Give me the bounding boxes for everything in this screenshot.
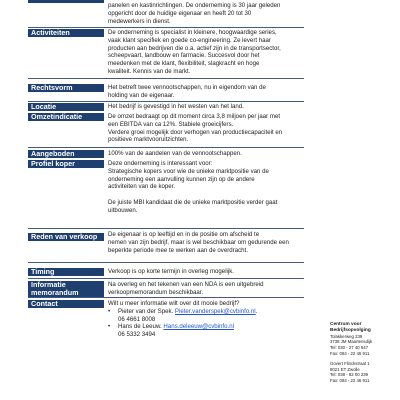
divider: [28, 262, 304, 263]
divider: [28, 297, 304, 298]
email-link[interactable]: Pieter.vanderspek@cvbinfo.nl: [174, 307, 256, 315]
text-line: De eigenaar is op leeftijd en in de positie om afscheid te: [108, 231, 260, 238]
section-activiteiten-text: [108, 29, 304, 76]
contact-person-1: [108, 308, 304, 316]
address-line: 8021 ET Zwolle: [330, 366, 360, 372]
text-line: Deze onderneming is interessant voor:: [108, 160, 213, 167]
text-line: Verdere groei mogelijk door verhogen van productiecapaciteit en: [108, 128, 283, 136]
section-label-profiel-koper: Profiel koper: [28, 160, 104, 168]
blank-line: [108, 191, 304, 199]
section-timing-text: [108, 268, 304, 276]
text-line: Strategische kopers voor wie de unieke marktpositie van de: [108, 167, 269, 175]
section-contact-text: [108, 300, 304, 339]
text-line: vaak klant specifiek en goede co-engineering. Ze levert haar: [108, 36, 271, 44]
text-line: medewerkers in dienst.: [108, 17, 171, 25]
section-label-informatie-memorandum: Informatie memorandum: [28, 281, 104, 297]
section-omzetindicatie-text: [108, 113, 304, 144]
text-line: scheepvaart, landbouw en farmacie. Succesvol door het: [108, 52, 260, 60]
divider: [28, 147, 304, 148]
section-label-reden-van-verkoop: Reden van verkoop: [28, 233, 104, 241]
section-label-activiteiten: Activiteiten: [28, 29, 104, 37]
section-aangeboden-text: [108, 150, 304, 158]
text-line: positieve marktvooruitzichten.: [108, 136, 189, 144]
text-line: De onderneming is specialist in kleinere, hoogwaardige series,: [108, 29, 277, 36]
text-line: De juiste MBI kandidaat die de unieke marktpositie verder gaat: [108, 198, 278, 206]
text-line: beperkte periode mee te werken aan de overdracht.: [108, 246, 248, 254]
text-line: activiteiten van de koper.: [108, 183, 176, 191]
bullet-icon: •: [108, 323, 111, 331]
section-label-onderneming: [28, 0, 104, 3]
contact-person-2: [108, 323, 304, 331]
phone-line: Tel: 030 - 27 40 647: [330, 345, 368, 351]
section-label-omzetindicatie: Omzetindicatie: [28, 113, 104, 121]
divider: [28, 228, 304, 229]
fax-line: Fax: 084 - 22 46 911: [330, 350, 370, 356]
text-line: uitbouwen.: [108, 206, 138, 214]
text-line: Het betreft twee vennootschappen, nu in eigendom van de: [108, 84, 266, 91]
email-link[interactable]: Hans.deleeuw@cvbinfo.nl: [163, 323, 234, 331]
contact-punct: .: [255, 307, 258, 315]
section-informatie-memorandum-text: [108, 281, 304, 297]
divider: [28, 78, 304, 79]
contact-name: Hans de Leeuw.: [118, 323, 164, 331]
section-rechtsvorm-text: [108, 84, 304, 100]
contact-intro: Wilt u meer informatie wilt over dit mooie bedrijf?: [108, 300, 240, 307]
text-line: kwaliteit. Kennis van de markt.: [108, 67, 191, 75]
text-line: Na overleg en het tekenen van een NDA is een uitgebreid: [108, 281, 264, 288]
text-line: Het bedrijf is gevestigd in het westen van het land.: [108, 103, 244, 110]
address-line: Tolakkerweg 239: [330, 333, 363, 339]
text-line: holding van de eigenaar.: [108, 91, 175, 99]
bullet-icon: •: [108, 307, 111, 315]
contact-name: Pieter van der Spek.: [118, 307, 175, 315]
contact-phone: 06 4661 8008: [118, 315, 156, 323]
section-label-locatie: Locatie: [28, 103, 104, 111]
contact-phone: 06 5332 3494: [118, 331, 156, 339]
text-line: 100% van de aandelen van de vennootschappen.: [108, 150, 242, 157]
text-line: De omzet bedraagt op dit moment circa 3,8 miljoen per jaar met: [108, 113, 281, 120]
section-onderneming-text: [108, 2, 304, 25]
divider: [28, 101, 304, 102]
fax-line: Fax: 084 - 22 46 911: [330, 378, 370, 384]
divider: [28, 278, 304, 279]
section-label-rechtsvorm: Rechtsvorm: [28, 84, 104, 92]
phone-line: Tel: 038 - 82 00 239: [330, 372, 368, 378]
section-locatie-text: [108, 103, 304, 111]
text-line: verkoopmemorandum beschikbaar.: [108, 288, 204, 296]
text-line: panelen en kastinrichtingen. De onderneming is 30 jaar geleden: [108, 2, 281, 9]
company-name: Bedrijfsopvolging: [330, 327, 371, 333]
section-profiel-koper-text: [108, 160, 304, 215]
address-line: 3738 JM Maartensdijk: [330, 339, 373, 345]
section-label-aangeboden: Aangeboden: [28, 150, 104, 158]
text-line: nemen van zijn bedrijf, maar is wel beschikbaar om gedurende een: [108, 238, 289, 246]
section-label-contact: Contact: [28, 300, 104, 308]
company-address-block: [330, 322, 400, 384]
section-reden-van-verkoop-text: [108, 231, 304, 254]
text-line: producten aan bedrijven die o.a. actief zijn in de transportsector,: [108, 44, 281, 52]
section-label-timing: Timing: [28, 268, 104, 276]
text-line: opgericht door de huidige eigenaar en heeft 20 tot 30: [108, 9, 252, 17]
company-name: Centrum voor: [330, 322, 362, 327]
text-line: meedenken met de klant, flexibiliteit, slagkracht en hoge: [108, 60, 260, 68]
text-line: een EBITDA van ca 12%. Stabiele groeicijfers.: [108, 120, 234, 128]
address-line: Govert Flinckstraat 1: [330, 360, 370, 366]
text-line: onderneming een aanvulling kunnen zijn op de andere: [108, 175, 255, 183]
text-line: Verkoop is op korte termijn in overleg mogelijk.: [108, 268, 234, 275]
